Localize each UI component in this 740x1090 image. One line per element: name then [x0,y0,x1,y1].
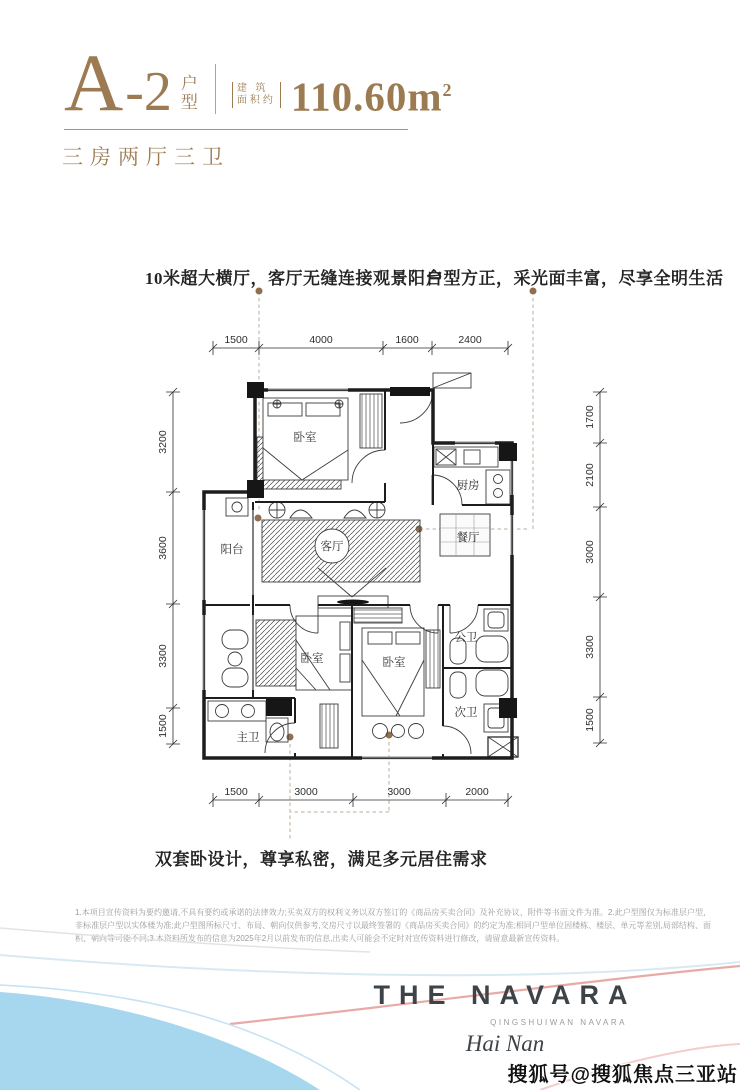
dim-bottom-2: 3000 [387,786,411,798]
floorplan-drawing [0,280,740,840]
annotation-suites: 双套卧设计，尊享私密，满足多元居住需求 [155,850,488,869]
annotation-light: 户型方正，采光面丰富，尽享全明生活 [426,269,724,288]
dim-right-4: 1500 [584,708,596,732]
room-living: 客厅 [320,541,344,553]
plan-number: -2 [125,61,172,123]
room-bedroom-right: 卧室 [382,657,406,669]
dim-top-2: 1600 [395,334,419,346]
room-bedroom-left: 卧室 [300,653,324,665]
dim-top-1: 4000 [309,334,333,346]
room-bath-secondary: 次卫 [454,707,478,719]
brand-subtitle: QINGSHUIWAN NAVARA [490,1018,627,1027]
header-rule [64,129,408,130]
dim-bottom-1: 3000 [294,786,318,798]
disclaimer-text: 1.本项目宣传资料为要约邀请,不具有要约或承诺的法律效力;买卖双方的权利义务以双方签订的《商品房买卖合同》及补充协议、附件等书面文件为准。2.此户型图仅为标准层户型，非标准层户型以实体楼为准;此户型图所标尺寸、布局、朝向仅供参考,交房尺寸以最终签署的《商品房买卖合同》的约定为准;相同户型单位因楼栋、楼层、单元等差别,局部结构、面积、朝向等可能不同;3.本资料所发布的信息为2025年2月以前发布的信息,出卖人可能会不定时对宣传资料进行修改，请留意最新宣传资料。 [75,908,711,943]
dim-left-3: 1500 [157,714,169,738]
dim-right-2: 3000 [584,540,596,564]
brand-name: THE NAVARA [373,980,637,1010]
room-bath-master: 主卫 [236,732,260,744]
header-divider [215,64,216,114]
dim-left-2: 3300 [157,644,169,668]
room-dining: 餐厅 [456,532,480,544]
area-exponent: 2 [442,80,453,101]
unit-char-top: 户 [180,74,199,93]
area-label-line2: 面积约 [236,95,276,106]
room-bedroom-top: 卧室 [293,432,317,444]
dim-bottom-0: 1500 [224,786,248,798]
area-label [232,82,281,108]
room-kitchen: 厨房 [456,480,480,492]
room-balcony: 阳台 [220,544,244,556]
area-label-line1: 建 筑 [236,83,269,94]
dim-top-3: 2400 [458,334,482,346]
area-value: $110.60m^2$ [290,74,453,120]
plan-letter: A [64,37,124,128]
dim-bottom-3: 2000 [465,786,489,798]
sohu-watermark: 搜狐号@搜狐焦点三亚站 [507,1064,738,1086]
dim-right-3: 3300 [584,635,596,659]
brand-region: Hai Nan [465,1031,545,1056]
unit-type-label [181,74,199,112]
dim-right-0: 1700 [584,405,596,429]
brand-block [355,980,655,1057]
room-bath-public: 公卫 [454,632,478,644]
annotation-living: 10米超大横厅，客厅无缝连接观景阳台 [145,269,443,288]
dim-right-1: 2100 [584,463,596,487]
dim-top-0: 1500 [224,334,248,346]
dim-left-0: 3200 [157,430,169,454]
layout-summary: 三房两厅三卫 [62,145,230,169]
plan-header [64,37,453,128]
unit-char-bottom: 型 [180,93,199,112]
dim-left-1: 3600 [157,536,169,560]
